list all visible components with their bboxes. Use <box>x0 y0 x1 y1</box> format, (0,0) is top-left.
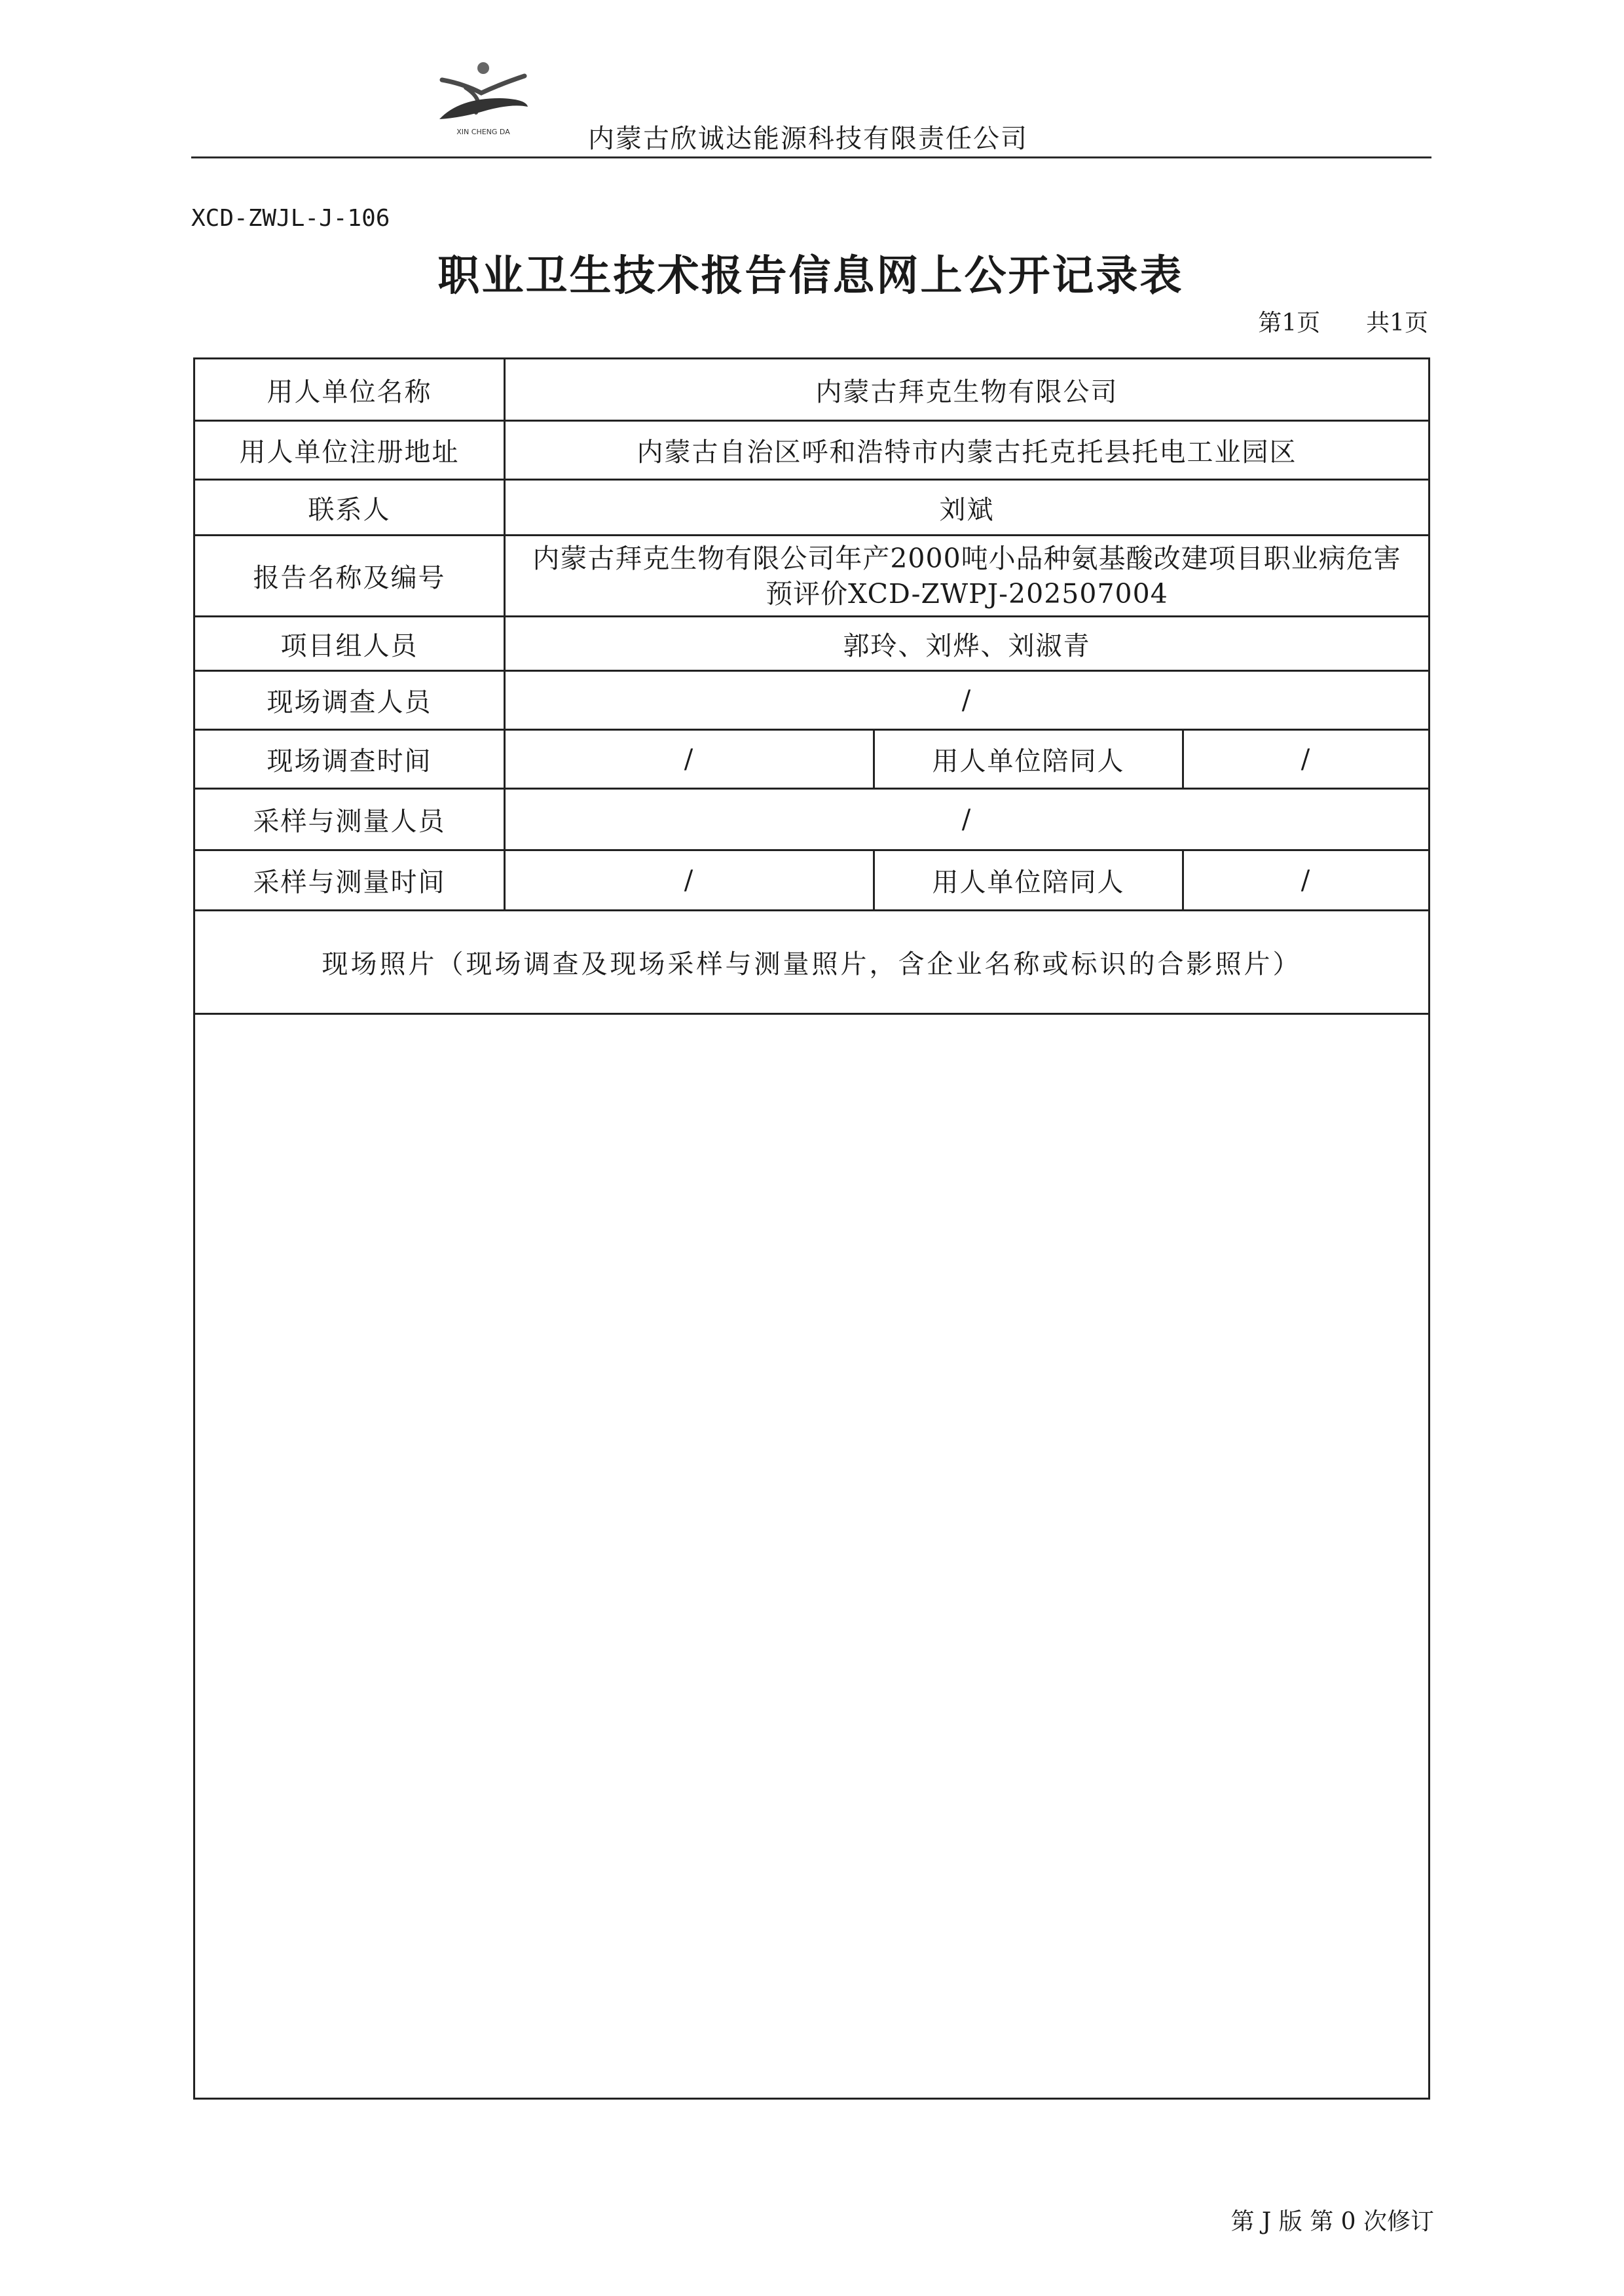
record-table <box>193 357 1430 2100</box>
document-code: XCD-ZWJL-J-106 <box>191 205 390 232</box>
logo-lettering: XIN CHENG DA <box>456 128 510 136</box>
value-employer-name: 内蒙古拜克生物有限公司 <box>505 359 1430 421</box>
row-project-team <box>194 617 1430 671</box>
value-site-survey-escort: / <box>1183 730 1430 789</box>
row-sampling-time <box>194 850 1430 911</box>
label-site-survey-time: 现场调查时间 <box>194 730 505 789</box>
row-employer-name <box>194 359 1430 421</box>
row-report-name <box>194 536 1430 617</box>
page-title: 职业卫生技术报告信息网上公开记录表 <box>437 251 1184 301</box>
label-employer-address: 用人单位注册地址 <box>194 421 505 480</box>
row-photos-header <box>194 911 1430 1014</box>
value-project-team: 郭玲、刘烨、刘淑青 <box>505 617 1430 671</box>
label-employer-name: 用人单位名称 <box>194 359 505 421</box>
header-divider <box>191 156 1431 158</box>
label-photos: 现场照片（现场调查及现场采样与测量照片，含企业名称或标识的合影照片） <box>194 911 1430 1014</box>
page-info <box>1258 309 1428 338</box>
label-report-name: 报告名称及编号 <box>194 536 505 617</box>
value-sampling-staff: / <box>505 789 1430 850</box>
label-contact-person: 联系人 <box>194 480 505 536</box>
company-name: 内蒙古欣诚达能源科技有限责任公司 <box>588 124 1028 154</box>
label-sampling-time: 采样与测量时间 <box>194 850 505 911</box>
report-name-line-2: 预评价XCD-ZWPJ-202507004 <box>766 577 1168 610</box>
label-site-survey-escort: 用人单位陪同人 <box>874 730 1183 789</box>
row-contact-person <box>194 480 1430 536</box>
label-sampling-staff: 采样与测量人员 <box>194 789 505 850</box>
page-current: 第1页 <box>1258 310 1321 337</box>
value-site-survey-time: / <box>505 730 874 789</box>
value-report-name <box>505 536 1430 617</box>
row-site-survey-time <box>194 730 1430 789</box>
label-site-survey-staff: 现场调查人员 <box>194 671 505 730</box>
row-sampling-staff <box>194 789 1430 850</box>
photo-area <box>194 1014 1430 2099</box>
report-name-line-1: 内蒙古拜克生物有限公司年产2000吨小品种氨基酸改建项目职业病危害 <box>532 542 1401 574</box>
value-employer-address: 内蒙古自治区呼和浩特市内蒙古托克托县托电工业园区 <box>505 421 1430 480</box>
label-project-team: 项目组人员 <box>194 617 505 671</box>
value-sampling-time: / <box>505 850 874 911</box>
row-site-survey-staff <box>194 671 1430 730</box>
label-sampling-escort: 用人单位陪同人 <box>874 850 1183 911</box>
value-site-survey-staff: / <box>505 671 1430 730</box>
row-photo-area <box>194 1014 1430 2099</box>
revision-footer: 第 J 版 第 0 次修订 <box>1230 2208 1434 2235</box>
page-total: 共1页 <box>1366 310 1428 337</box>
value-contact-person: 刘斌 <box>505 480 1430 536</box>
row-employer-address <box>194 421 1430 480</box>
company-logo <box>434 58 532 139</box>
value-sampling-escort: / <box>1183 850 1430 911</box>
